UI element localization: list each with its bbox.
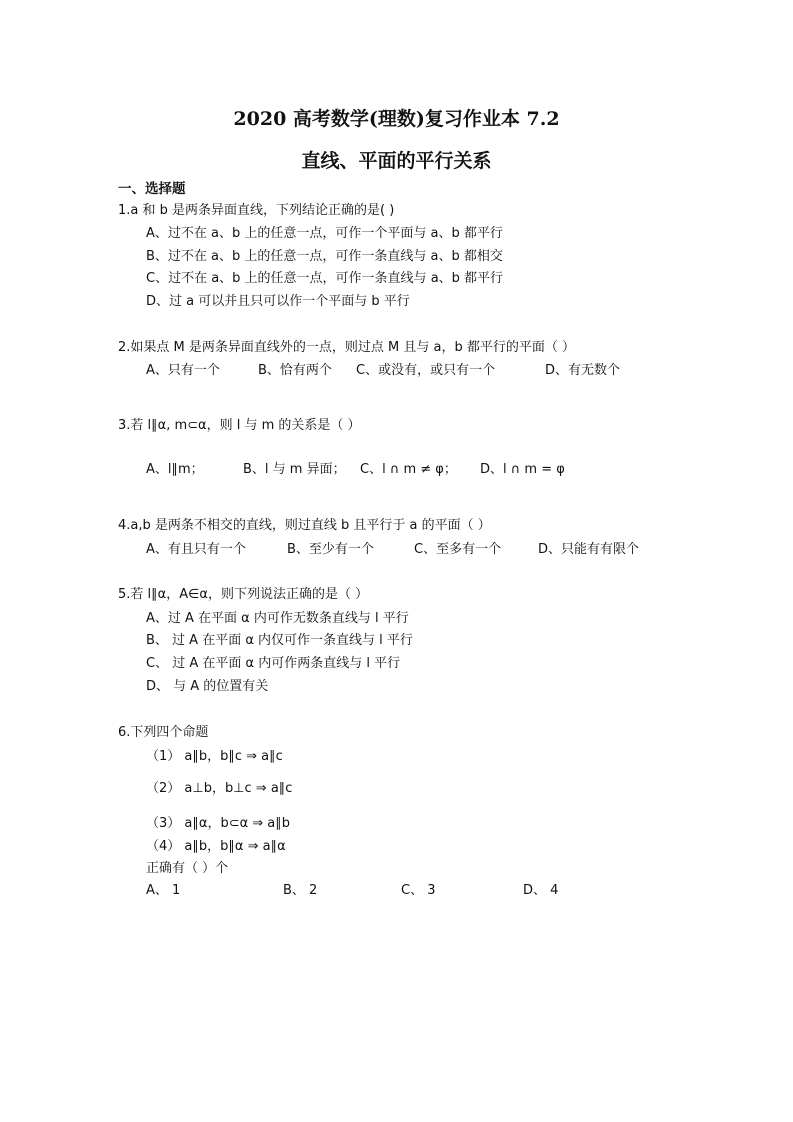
question-2-option-a: A、只有一个 <box>146 363 220 378</box>
question-2-option-b: B、恰有两个 <box>258 363 332 378</box>
question-6-prop-4: （4） a∥b，b∥α ⇒ a∥α <box>146 839 286 854</box>
question-5-option-b: B、 过 A 在平面 α 内仅可作一条直线与 l 平行 <box>146 633 413 648</box>
question-6-option-a: A、 1 <box>146 883 181 898</box>
question-6-option-b: B、 2 <box>283 883 318 898</box>
question-6-stem: 6.下列四个命题 <box>118 725 209 740</box>
question-6-prop-1: （1） a∥b，b∥c ⇒ a∥c <box>146 749 283 764</box>
question-3-option-c: C、l ∩ m ≠ φ； <box>360 462 457 477</box>
question-4-option-d: D、只能有有限个 <box>538 542 640 557</box>
question-2-option-c: C、或没有，或只有一个 <box>356 363 496 378</box>
question-6-count-line: 正确有（ ）个 <box>146 861 229 876</box>
question-3-option-a: A、l∥m； <box>146 462 204 477</box>
question-1-stem: 1.a 和 b 是两条异面直线，下列结论正确的是( ) <box>118 203 395 218</box>
question-4-option-b: B、至少有一个 <box>287 542 374 557</box>
question-6-option-d: D、 4 <box>523 883 559 898</box>
question-6-prop-2: （2） a⊥b，b⊥c ⇒ a∥c <box>146 781 293 796</box>
question-4-option-c: C、至多有一个 <box>414 542 502 557</box>
question-1-option-a: A、过不在 a、b 上的任意一点，可作一个平面与 a、b 都平行 <box>146 226 503 241</box>
question-6-prop-3: （3） a∥α，b⊂α ⇒ a∥b <box>146 816 291 831</box>
page-subtitle: 直线、平面的平行关系 <box>301 150 492 172</box>
section-heading: 一、选择题 <box>118 181 186 197</box>
question-6-option-c: C、 3 <box>401 883 436 898</box>
question-3-option-b: B、l 与 m 异面； <box>243 462 346 477</box>
question-1-option-d: D、过 a 可以并且只可以作一个平面与 b 平行 <box>146 294 410 309</box>
question-5-option-a: A、过 A 在平面 α 内可作无数条直线与 l 平行 <box>146 611 409 626</box>
question-3-option-d: D、l ∩ m = φ <box>480 462 565 477</box>
question-4-option-a: A、有且只有一个 <box>146 542 246 557</box>
question-5-option-d: D、 与 A 的位置有关 <box>146 679 269 694</box>
question-5-stem: 5.若 l∥α，A∈α，则下列说法正确的是（ ） <box>118 587 369 602</box>
question-1-option-c: C、过不在 a、b 上的任意一点，可作一条直线与 a、b 都平行 <box>146 271 504 286</box>
question-5-option-c: C、 过 A 在平面 α 内可作两条直线与 l 平行 <box>146 656 401 671</box>
question-4-stem: 4.a,b 是两条不相交的直线，则过直线 b 且平行于 a 的平面（ ） <box>118 518 491 533</box>
question-1-option-b: B、过不在 a、b 上的任意一点，可作一条直线与 a、b 都相交 <box>146 249 503 264</box>
page-title: 2020 高考数学(理数)复习作业本 7.2 <box>233 108 560 130</box>
question-3-stem: 3.若 l∥α, m⊂α，则 l 与 m 的关系是（ ） <box>118 418 361 433</box>
question-2-option-d: D、有无数个 <box>545 363 621 378</box>
question-2-stem: 2.如果点 M 是两条异面直线外的一点，则过点 M 且与 a，b 都平行的平面（ ） <box>118 340 575 355</box>
